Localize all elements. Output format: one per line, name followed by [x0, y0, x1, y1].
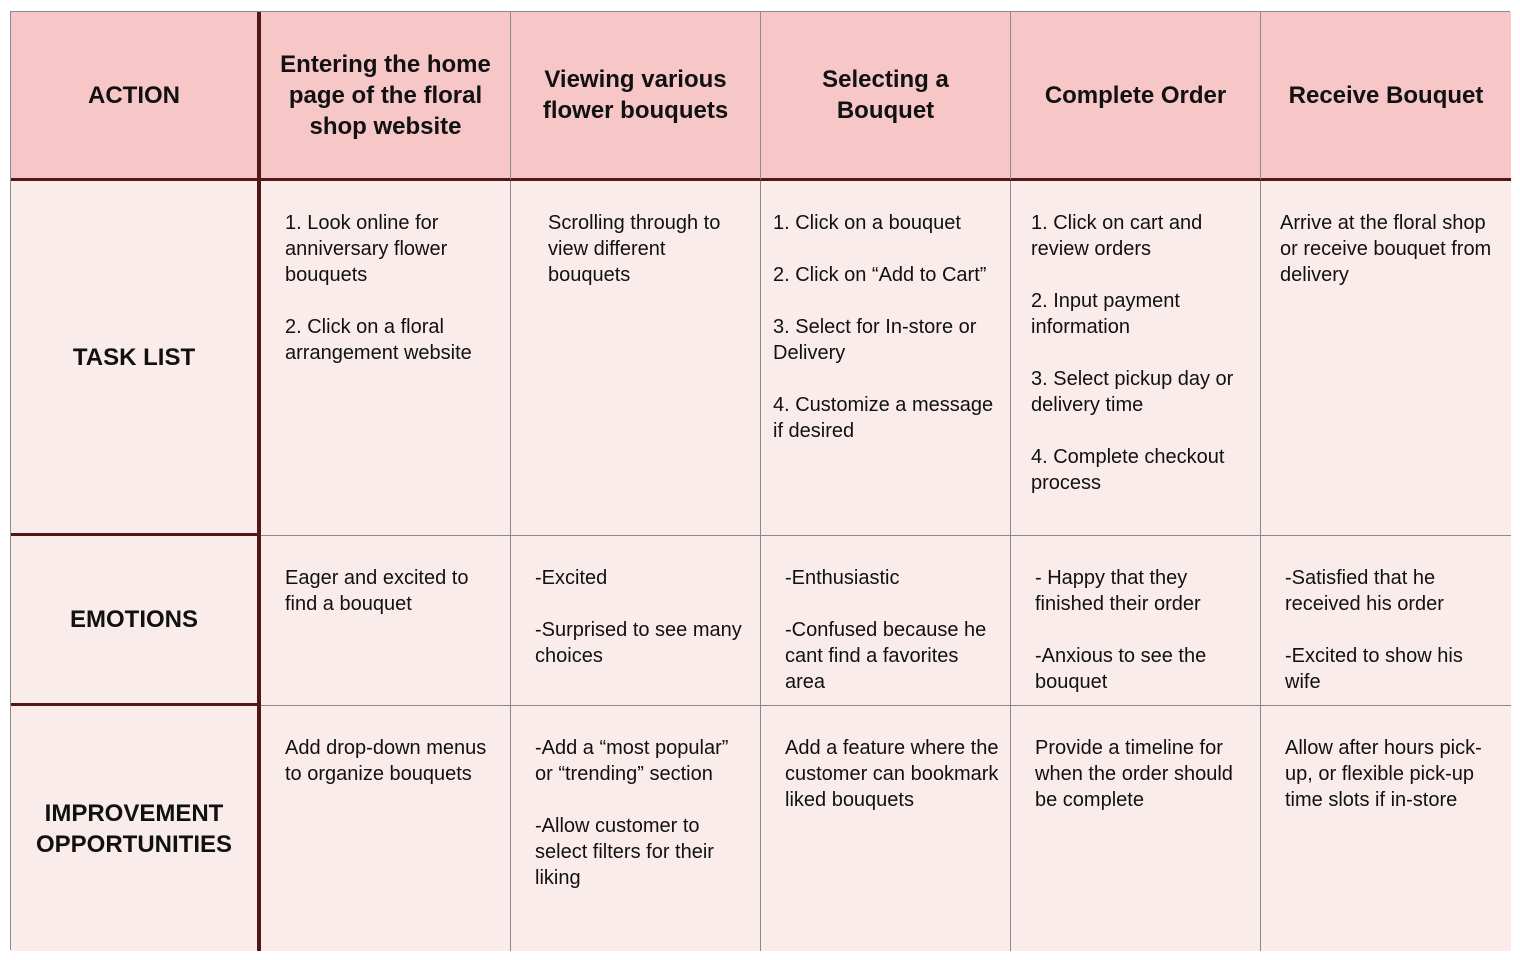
improvement-cell-2 [511, 706, 761, 951]
header-stage-label: Entering the home page of the floral shop website [280, 50, 491, 140]
cell-paragraph: -Anxious to see the bouquet [1035, 645, 1207, 693]
cell-paragraph: Scrolling through to view different bouquets [548, 212, 721, 286]
header-stage-2 [511, 12, 761, 181]
header-stage-4 [1011, 12, 1261, 181]
header-stage-5 [1261, 12, 1511, 181]
cell-paragraph: Add drop-down menus to organize bouquets [285, 737, 487, 785]
cell-paragraph: 1. Click on cart and review orders [1031, 212, 1203, 260]
cell-paragraph: -Enthusiastic [785, 567, 900, 589]
cell-paragraph: 2. Click on a floral arrangement website [285, 316, 472, 364]
task-cell-1 [261, 181, 511, 536]
cell-paragraph: Arrive at the floral shop or receive bouquet from delivery [1280, 212, 1492, 286]
journey-map-table [10, 11, 1510, 950]
header-action [11, 12, 261, 181]
emotion-cell-2 [511, 536, 761, 706]
cell-paragraph: 2. Input payment information [1031, 290, 1180, 338]
cell-paragraph: 1. Look online for anniversary flower bouquets [285, 212, 448, 286]
task-cell-2 [511, 181, 761, 536]
header-stage-label: Selecting a Bouquet [822, 66, 949, 124]
row-label-text: IMPROVEMENT OPPORTUNITIES [35, 799, 233, 858]
row-label-emotions [11, 536, 261, 706]
header-action-label: ACTION [88, 81, 180, 109]
cell-paragraph: 2. Click on “Add to Cart” [773, 264, 987, 286]
cell-paragraph: Provide a timeline for when the order should be complete [1035, 737, 1233, 811]
cell-paragraph: Add a feature where the customer can bookmark liked bouquets [785, 737, 999, 811]
cell-paragraph: 3. Select pickup day or delivery time [1031, 368, 1234, 416]
row-label-improvement [11, 706, 261, 951]
cell-paragraph: - Happy that they finished their order [1035, 567, 1201, 615]
row-label-text: EMOTIONS [69, 606, 198, 633]
cell-paragraph: Allow after hours pick-up, or flexible pick-up time slots if in-store [1285, 737, 1482, 811]
header-stage-1 [261, 12, 511, 181]
cell-paragraph: -Allow customer to select filters for their liking [535, 815, 714, 889]
cell-paragraph: 4. Customize a message if desired [773, 394, 994, 442]
cell-paragraph: -Excited to show his wife [1285, 645, 1463, 693]
header-stage-3 [761, 12, 1011, 181]
improvement-cell-5 [1261, 706, 1511, 951]
task-cell-5 [1261, 181, 1511, 536]
task-cell-4 [1011, 181, 1261, 536]
improvement-cell-1 [261, 706, 511, 951]
improvement-cell-4 [1011, 706, 1261, 951]
cell-paragraph: -Surprised to see many choices [535, 619, 742, 667]
row-label-task-list [11, 181, 261, 536]
cell-paragraph: -Add a “most popular” or “trending” section [535, 737, 729, 785]
cell-paragraph: 3. Select for In-store or Delivery [773, 316, 977, 364]
emotion-cell-3 [761, 536, 1011, 706]
row-label-text: TASK LIST [72, 343, 196, 371]
header-stage-label: Receive Bouquet [1288, 81, 1484, 109]
task-cell-3 [761, 181, 1011, 536]
emotion-cell-5 [1261, 536, 1511, 706]
cell-paragraph: Eager and excited to find a bouquet [285, 567, 469, 615]
header-stage-label: Complete Order [1044, 81, 1227, 109]
improvement-cell-3 [761, 706, 1011, 951]
cell-paragraph: 1. Click on a bouquet [773, 212, 961, 234]
emotion-cell-4 [1011, 536, 1261, 706]
cell-paragraph: -Satisfied that he received his order [1285, 567, 1444, 615]
emotion-cell-1 [261, 536, 511, 706]
cell-paragraph: -Excited [535, 567, 608, 589]
cell-paragraph: 4. Complete checkout process [1031, 446, 1225, 494]
header-stage-label: Viewing various flower bouquets [542, 66, 729, 124]
cell-paragraph: -Confused because he cant find a favorites area [785, 619, 987, 693]
